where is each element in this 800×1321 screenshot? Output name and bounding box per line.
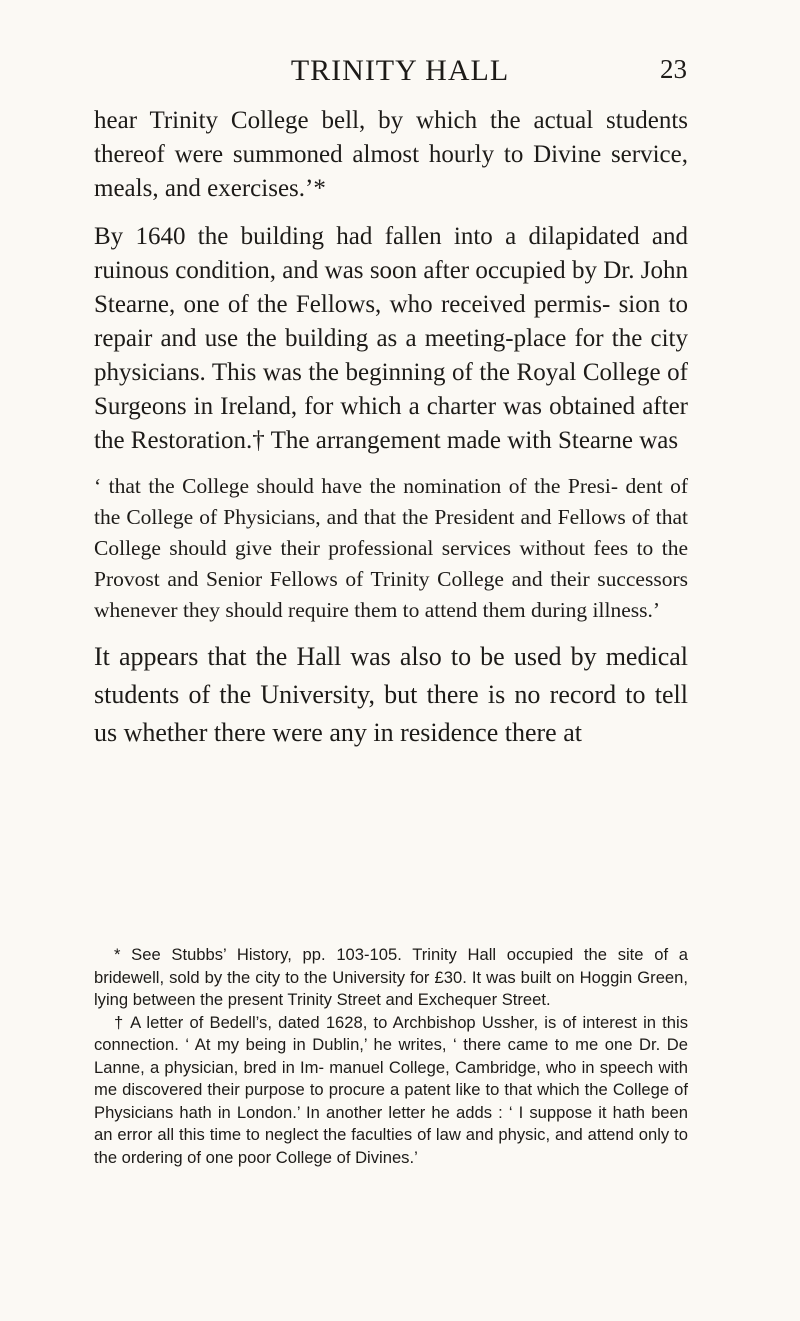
block-quote: ‘ that the College should have the nomination of the Presi- dent of the College of Physicians, and that the President and Fellows of that College should give their professional services without fees to the Provost and Senior Fellows of Trinity College and their successors whenever they should require them to attend them during illness.’ xyxy=(94,474,688,622)
paragraph-2: By 1640 the building had fallen into a dilapidated and ruinous condition, and was soon after occupied by Dr. John Stearne, one of the Fellows, who received permis- sion to repair and use the building as a meeting-place for the city physicians. This was the beginning of the Royal College of Surgeons in Ireland, for which a charter was obtained after the Restoration.† The arrangement made with Stearne was xyxy=(94,223,688,454)
running-head: TRINITY HALL xyxy=(290,54,510,87)
footnote-2: † A letter of Bedell’s, dated 1628, to Archbishop Ussher, is of interest in this connection. ‘ At my being in Dublin,’ he writes, ‘ there came to me one Dr. De Lanne, a physician, bred in Im- manuel College, Cambridge, who in speech with me discovered their purpose to procure a patent like to that which the College of Physicians hath in London.’ In another letter he adds : ‘ I suppose it hath been an error all this time to neglect the faculties of law and physic, and attend only to the ordering of one poor College of Divines.’ xyxy=(94,1012,688,1167)
page-number: 23 xyxy=(660,54,687,84)
page-header xyxy=(0,54,800,90)
paragraph-1: hear Trinity College bell, by which the actual students thereof were summoned almost hourly to Divine service, meals, and exercises.’* xyxy=(94,107,688,202)
paragraph-3: It appears that the Hall was also to be used by medical students of the University, but there is no record to tell us whether there were any in residence there at xyxy=(94,642,688,747)
footnotes xyxy=(94,944,688,1169)
main-text xyxy=(94,104,688,752)
footnote-1: * See Stubbs’ History, pp. 103-105. Trinity Hall occupied the site of a bridewell, sold by the city to the University for £30. It was built on Hoggin Green, lying between the present Trinity Street and Exchequer Street. xyxy=(94,945,688,1009)
